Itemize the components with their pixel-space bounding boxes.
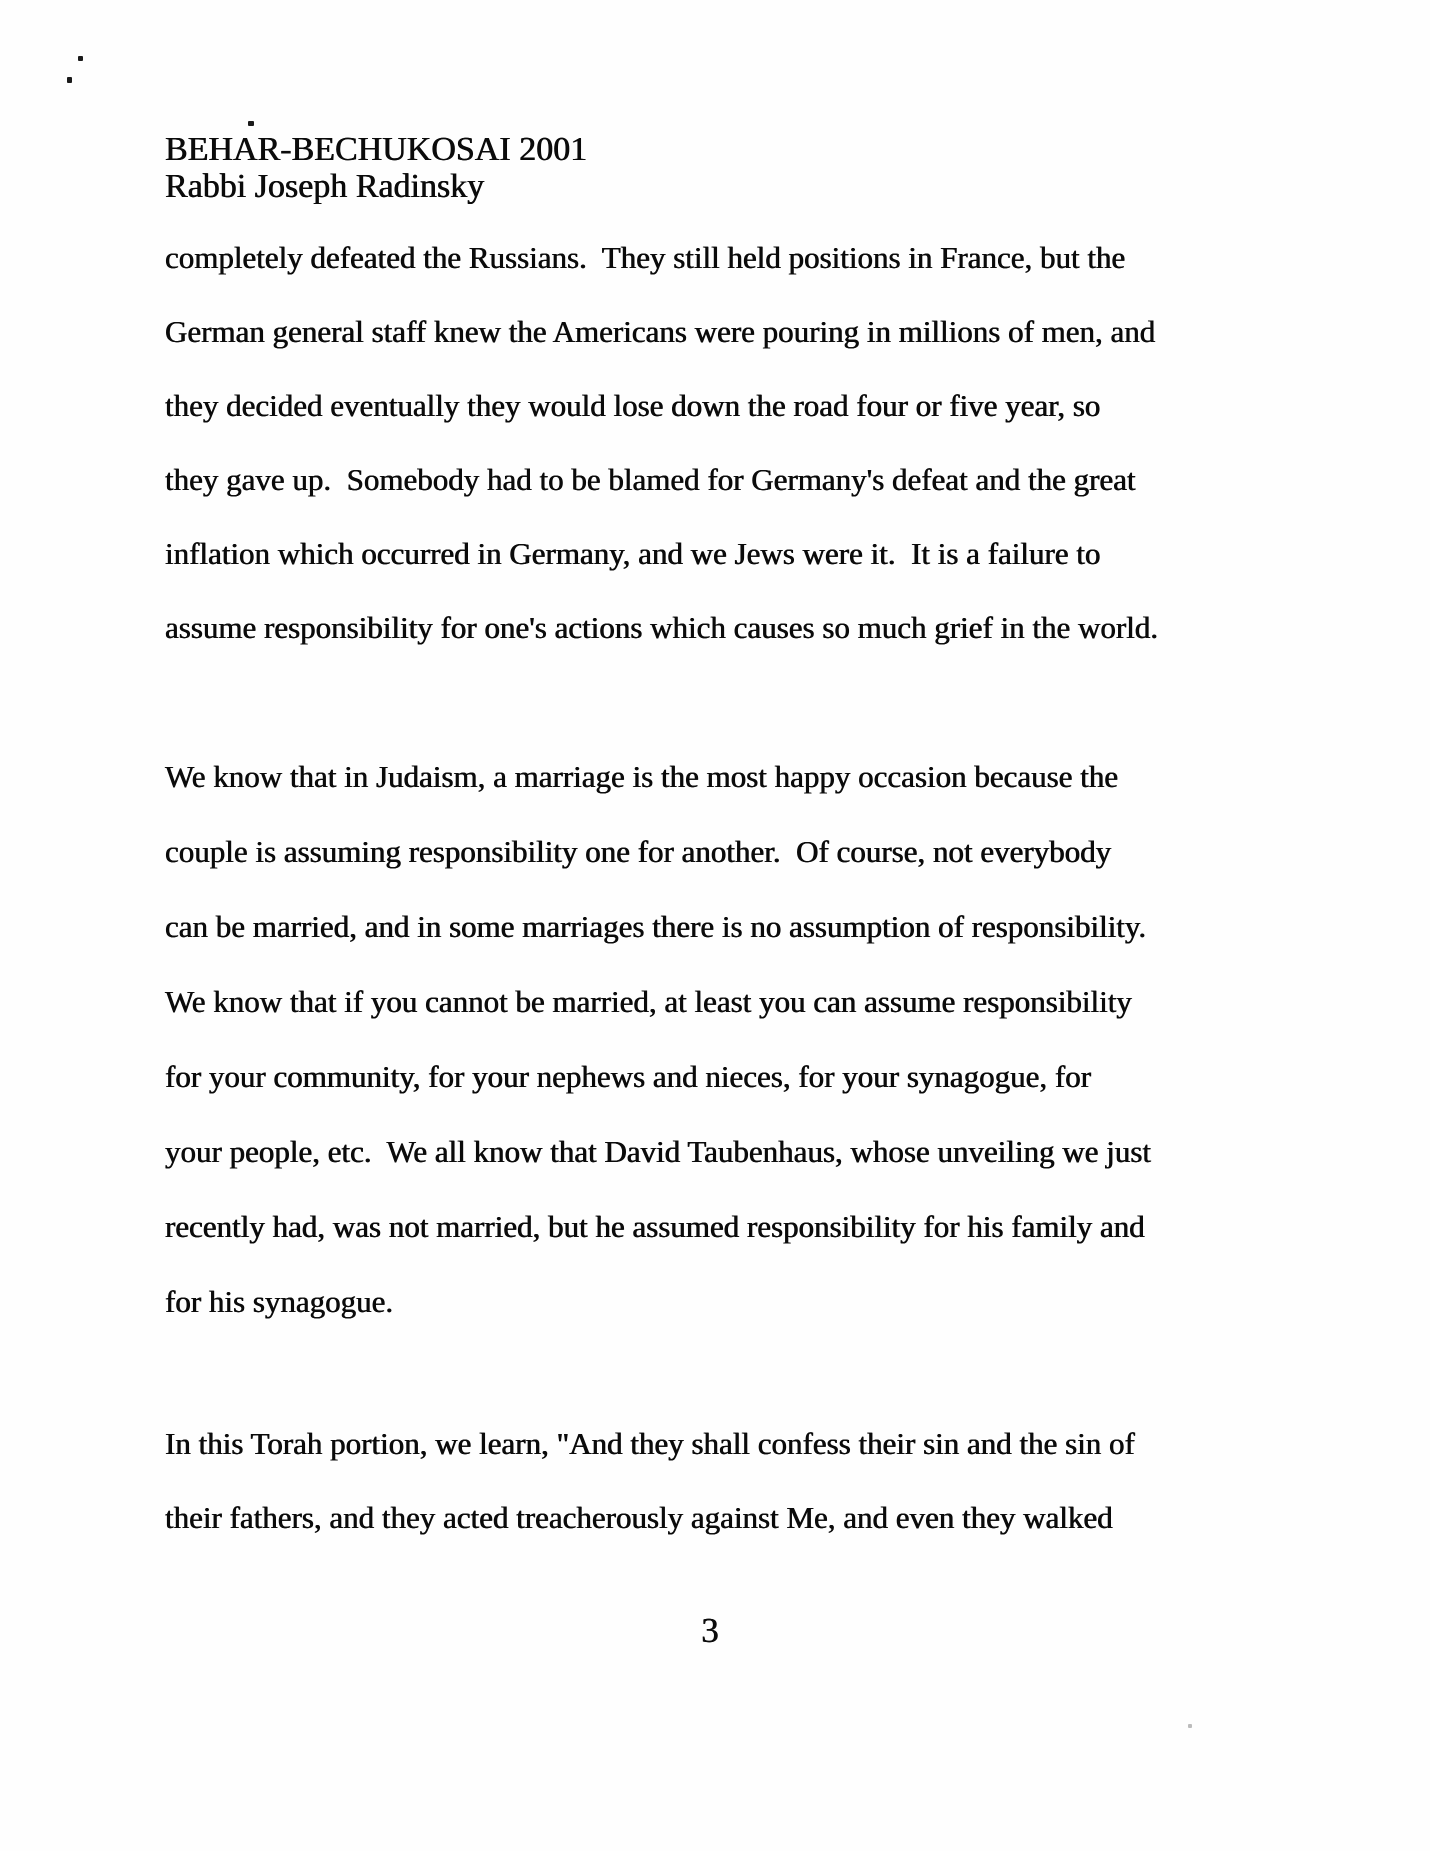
text-line: they decided eventually they would lose down the road four or five year, so	[165, 388, 1101, 423]
scan-speck	[1188, 1724, 1192, 1728]
text-line: recently had, was not married, but he assumed responsibility for his family and	[165, 1209, 1145, 1244]
paragraph-1	[165, 221, 1158, 665]
paragraph-2	[165, 739, 1151, 1339]
paragraph-3	[165, 1407, 1135, 1555]
scan-speck	[67, 77, 72, 83]
text-line: We know that in Judaism, a marriage is the most happy occasion because the	[165, 759, 1119, 794]
document-title: BEHAR-BECHUKOSAI 2001	[165, 131, 588, 168]
text-line: We know that if you cannot be married, at least you can assume responsibility	[165, 984, 1132, 1019]
text-line: assume responsibility for one's actions which causes so much grief in the world.	[165, 610, 1159, 645]
text-line: their fathers, and they acted treacherously against Me, and even they walked	[165, 1500, 1113, 1535]
text-line: completely defeated the Russians. They still held positions in France, but the	[165, 240, 1126, 275]
text-line: they gave up. Somebody had to be blamed for Germany's defeat and the great	[165, 462, 1136, 497]
text-line: couple is assuming responsibility one for another. Of course, not everybody	[165, 834, 1112, 869]
text-line: inflation which occurred in Germany, and we Jews were it. It is a failure to	[165, 536, 1101, 571]
text-line: In this Torah portion, we learn, "And they shall confess their sin and the sin of	[165, 1426, 1135, 1461]
document-author: Rabbi Joseph Radinsky	[165, 168, 485, 205]
text-line: German general staff knew the Americans were pouring in millions of men, and	[165, 314, 1156, 349]
text-line: for your community, for your nephews and nieces, for your synagogue, for	[165, 1059, 1092, 1094]
text-line: your people, etc. We all know that David Taubenhaus, whose unveiling we just	[165, 1134, 1151, 1169]
text-line: for his synagogue.	[165, 1284, 394, 1319]
scan-speck	[78, 56, 83, 61]
page-number: 3	[701, 1611, 719, 1650]
scan-speck	[248, 121, 254, 126]
document-header	[165, 131, 587, 205]
text-line: can be married, and in some marriages there is no assumption of responsibility.	[165, 909, 1147, 944]
